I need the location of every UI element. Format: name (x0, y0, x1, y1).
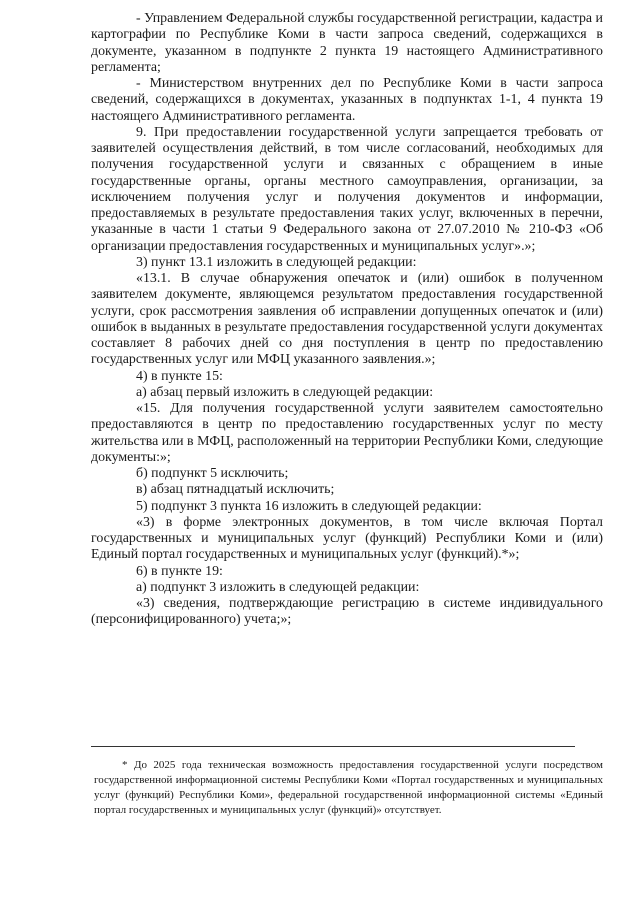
paragraph-item-4-heading: 4) в пункте 15: (136, 368, 223, 384)
paragraph-item-6-heading: 6) в пункте 19: (136, 563, 223, 579)
paragraph-mvd: - Министерством внутренних дел по Республике Коми в части запроса сведений, содержащихся в документах, указанных в подпунктах 1-1, 4 пункта 19 настоящего Административного регламента. (91, 76, 603, 124)
paragraph-subitem-a-19: а) подпункт 3 изложить в следующей редакции: (136, 579, 420, 595)
paragraph-rosreestr: - Управлением Федеральной службы государственной регистрации, кадастра и картографии по Республике Коми в части запроса сведений, содержащихся в документе, указанном в подпункте 2 пункта 19 настоящего Административного регламента; (91, 11, 603, 75)
paragraph-item-13-1: «13.1. В случае обнаружения опечаток и (или) ошибок в полученном заявителем документе, являющемся результатом предоставления государственной услуги, срок рассмотрения заявления об исправлении допущенных опечаток и (или) ошибок в выданных в результате предоставления государственной услуги документах составляет 8 рабочих дней со дня поступления в центр по предоставлению государственных услуг или МФЦ указанного заявления.»; (91, 271, 603, 368)
paragraph-item-9: 9. При предоставлении государственной услуги запрещается требовать от заявителей осуществления действий, в том числе согласований, необходимых для получения государственной услуги и связанных с обращением в иные государственные органы, органы местного самоуправления, организации, за исключением получения услуг и получения документов и информации, предоставляемых в результате предоставления таких услуг, включенных в перечни, указанные в части 1 статьи 9 Федерального закона от 27.07.2010 № 210-ФЗ «Об организации предоставления государственных и муниципальных услуг».»; (91, 124, 603, 254)
footnote: * До 2025 года техническая возможность предоставления государственной услуги посредством государственной информационной системы Республики Коми «Портал государственных и муниципальных услуг (функций) Республики Коми», федеральной государственной информационной системы «Единый портал государственных и муниципальных услуг (функций)» отсутствует. (94, 759, 603, 816)
paragraph-subitem-b: б) подпункт 5 исключить; (136, 466, 289, 481)
paragraph-item-3-heading: 3) пункт 13.1 изложить в следующей редакции: (136, 254, 417, 270)
paragraph-subitem-a: а) абзац первый изложить в следующей редакции: (136, 384, 434, 400)
paragraph-item-16-3: «3) в форме электронных документов, в том числе включая Портал государственных и муниципальных услуг (функций) Республики Коми и (или) Единый портал государственных и муниципальных услуг (функций).*»; (91, 514, 603, 563)
paragraph-item-5-heading: 5) подпункт 3 пункта 16 изложить в следующей редакции: (136, 498, 482, 514)
paragraph-subitem-v: в) абзац пятнадцатый исключить; (136, 482, 335, 498)
document-body (91, 11, 603, 629)
paragraph-item-15: «15. Для получения государственной услуги заявителем самостоятельно предоставляются в центр по предоставлению государственных услуг по месту жительства или в МФЦ, расположенный на территории Республики Коми, следующие документы:»; (91, 401, 603, 465)
footnote-divider (91, 746, 575, 747)
paragraph-item-19-3: «3) сведения, подтверждающие регистрацию в системе индивидуального (персонифицированного) учета;»; (91, 596, 603, 628)
